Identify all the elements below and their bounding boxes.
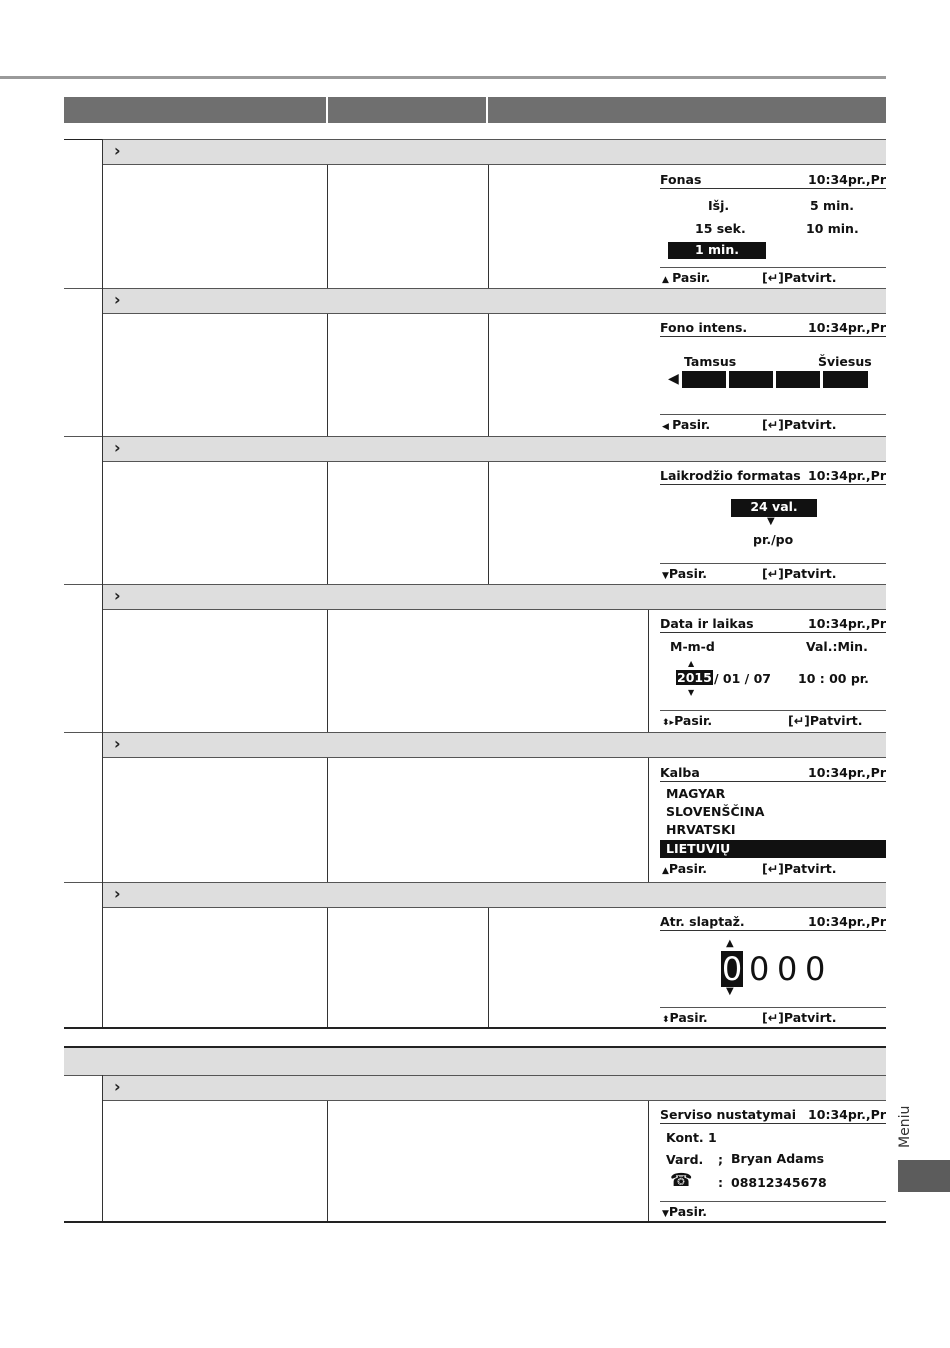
col-line [327,314,328,436]
up-triangle-icon: ▲ [726,938,734,949]
col-line [488,908,489,1029]
footer-select: ⬍Pasir. [662,1010,708,1025]
screen-title: Data ir laikas [660,616,754,631]
col-line [102,139,103,1029]
chevron-right-icon: › [114,586,121,605]
footer-confirm: [↵]Patvirt. [762,861,837,876]
up-arrow-icon: ▲ [662,275,673,285]
screen-time: 10:34pr.,Pr [808,172,886,187]
phone-value: 08812345678 [731,1175,827,1190]
top-rule [0,76,886,79]
row-rule [64,882,102,883]
footer-select: ▲ Pasir. [662,270,711,285]
option-15sec: 15 sek. [695,221,746,236]
screen-footer [660,267,886,286]
screen-time: 10:34pr.,Pr [808,914,886,929]
contact-label: Kont. 1 [666,1130,717,1145]
col-line [327,610,328,732]
table2-bottom-rule [64,1221,886,1223]
password-digit-selected: 0 [721,950,743,988]
screen-time: 10:34pr.,Pr [808,616,886,631]
col-line [648,758,649,882]
section-bar-kalba [102,732,886,758]
down-arrow-icon: ▼ [662,1209,669,1219]
chevron-right-icon: › [114,734,121,753]
screen-title-bar [660,467,886,485]
side-section-label: Meniu [897,1105,913,1148]
screen-data [660,615,886,729]
section-bar-slaptaz [102,882,886,908]
format-24h-selected: 24 val. [731,499,817,517]
bright-label: Šviesus [818,354,872,369]
screen-title: Fono intens. [660,320,748,335]
up-arrow-icon: ▲ [662,866,669,876]
table-bottom-rule [64,1027,886,1029]
screen-footer [660,414,886,433]
screen-title: Fonas [660,172,702,187]
section-bar-serviso [102,1075,886,1101]
section-bar-data [102,584,886,610]
option-1min-selected: 1 min. [668,242,766,259]
screen-time: 10:34pr.,Pr [808,765,886,780]
screen-footer [660,1007,886,1026]
password-digit: 0 [805,950,826,988]
col-line [102,1075,103,1222]
row-rule [64,584,102,585]
screen-title: Serviso nustatymai [660,1107,796,1122]
footer-select: ▼Pasir. [662,1204,708,1219]
section-bar-fonas [102,139,886,165]
screen-footer [660,710,886,729]
table-header-col-1 [64,97,326,123]
name-label: Vard. [666,1152,704,1167]
language-item: MAGYAR [666,786,726,801]
down-triangle-icon: ▼ [767,516,775,527]
screen-footer [660,859,886,877]
up-triangle-icon: ▲ [688,659,695,668]
chevron-right-icon: › [114,884,121,903]
col-line [648,610,649,732]
table-header-col-3 [488,97,886,123]
footer-confirm: [↵]Patvirt. [762,417,837,432]
chevron-right-icon: › [114,290,121,309]
screen-title-bar [660,319,886,337]
updown-right-icon: ⬍▸ [662,718,675,728]
password-digit: 0 [777,950,798,988]
chevron-right-icon: › [114,1077,121,1096]
footer-select: ◀ Pasir. [662,417,711,432]
side-tab-marker [898,1160,950,1192]
row-rule [64,288,102,289]
screen-time: 10:34pr.,Pr [808,1107,886,1122]
down-arrow-icon: ▼ [662,571,669,581]
screen-kalba [660,764,886,880]
footer-select: ⬍▸Pasir. [662,713,713,728]
language-item: HRVATSKI [666,822,736,837]
language-item: SLOVENŠČINA [666,804,765,819]
name-separator: ; [718,1152,723,1167]
screen-footer [660,1201,886,1220]
down-triangle-icon: ▼ [726,986,734,997]
screen-title: Kalba [660,765,700,780]
screen-slaptaz [660,913,886,1026]
table-header-col-2 [328,97,486,123]
telephone-icon: ☎ [670,1170,693,1191]
footer-confirm: [↵]Patvirt. [762,270,837,285]
row-rule [64,436,102,437]
level-segment [682,371,726,388]
left-arrow-icon: ◀ [662,422,673,432]
screen-title: Laikrodžio formatas [660,468,801,483]
section-bar-laikrodzio [102,436,886,462]
option-10min: 10 min. [806,221,859,236]
screen-title-bar [660,913,886,931]
password-digit: 0 [749,950,770,988]
chevron-right-icon: › [114,438,121,457]
updown-arrow-icon: ⬍ [662,1015,670,1025]
col-line [488,314,489,436]
footer-select: ▲Pasir. [662,861,708,876]
footer-confirm: [↵]Patvirt. [788,713,863,728]
left-triangle-icon: ◀ [668,371,679,387]
screen-title-bar [660,1106,886,1124]
col-line [488,462,489,584]
col-line [327,165,328,288]
screen-fonas [660,171,886,285]
screen-fono [660,319,886,433]
screen-footer [660,563,886,582]
time-format-label: Val.:Min. [806,639,868,654]
screen-time: 10:34pr.,Pr [808,468,886,483]
brightness-level-bar [682,371,868,388]
dark-label: Tamsus [684,354,737,369]
footer-confirm: [↵]Patvirt. [762,566,837,581]
date-rest: / 01 / 07 [714,671,771,686]
screen-title-bar [660,764,886,782]
option-off: Išj. [708,198,730,213]
col-line [327,1101,328,1222]
option-5min: 5 min. [810,198,855,213]
screen-title-bar [660,615,886,633]
col-line [327,462,328,584]
footer-confirm: [↵]Patvirt. [762,1010,837,1025]
screen-time: 10:34pr.,Pr [808,320,886,335]
date-format-label: M-m-d [670,639,715,654]
screen-title: Atr. slaptaž. [660,914,745,929]
level-segment [776,371,820,388]
section-bar-fono [102,288,886,314]
format-ampm: pr./po [753,532,794,547]
col-line [488,165,489,288]
screen-laikrodzio [660,467,886,581]
screen-title-bar [660,171,886,189]
phone-separator: : [718,1175,723,1190]
chevron-right-icon: › [114,141,121,160]
language-item-selected: LIETUVIŲ [660,840,886,858]
row-rule [64,732,102,733]
col-line [327,908,328,1029]
down-triangle-icon: ▼ [688,688,695,697]
col-line [648,1101,649,1222]
level-segment [823,371,868,388]
footer-select: ▼Pasir. [662,566,708,581]
year-field-selected: 2015 [677,670,712,685]
screen-serviso [660,1106,886,1220]
name-value: Bryan Adams [731,1151,825,1166]
col-line [327,758,328,882]
level-segment [729,371,773,388]
table2-group-bar [64,1048,886,1076]
clock-value: 10 : 00 pr. [798,671,869,686]
